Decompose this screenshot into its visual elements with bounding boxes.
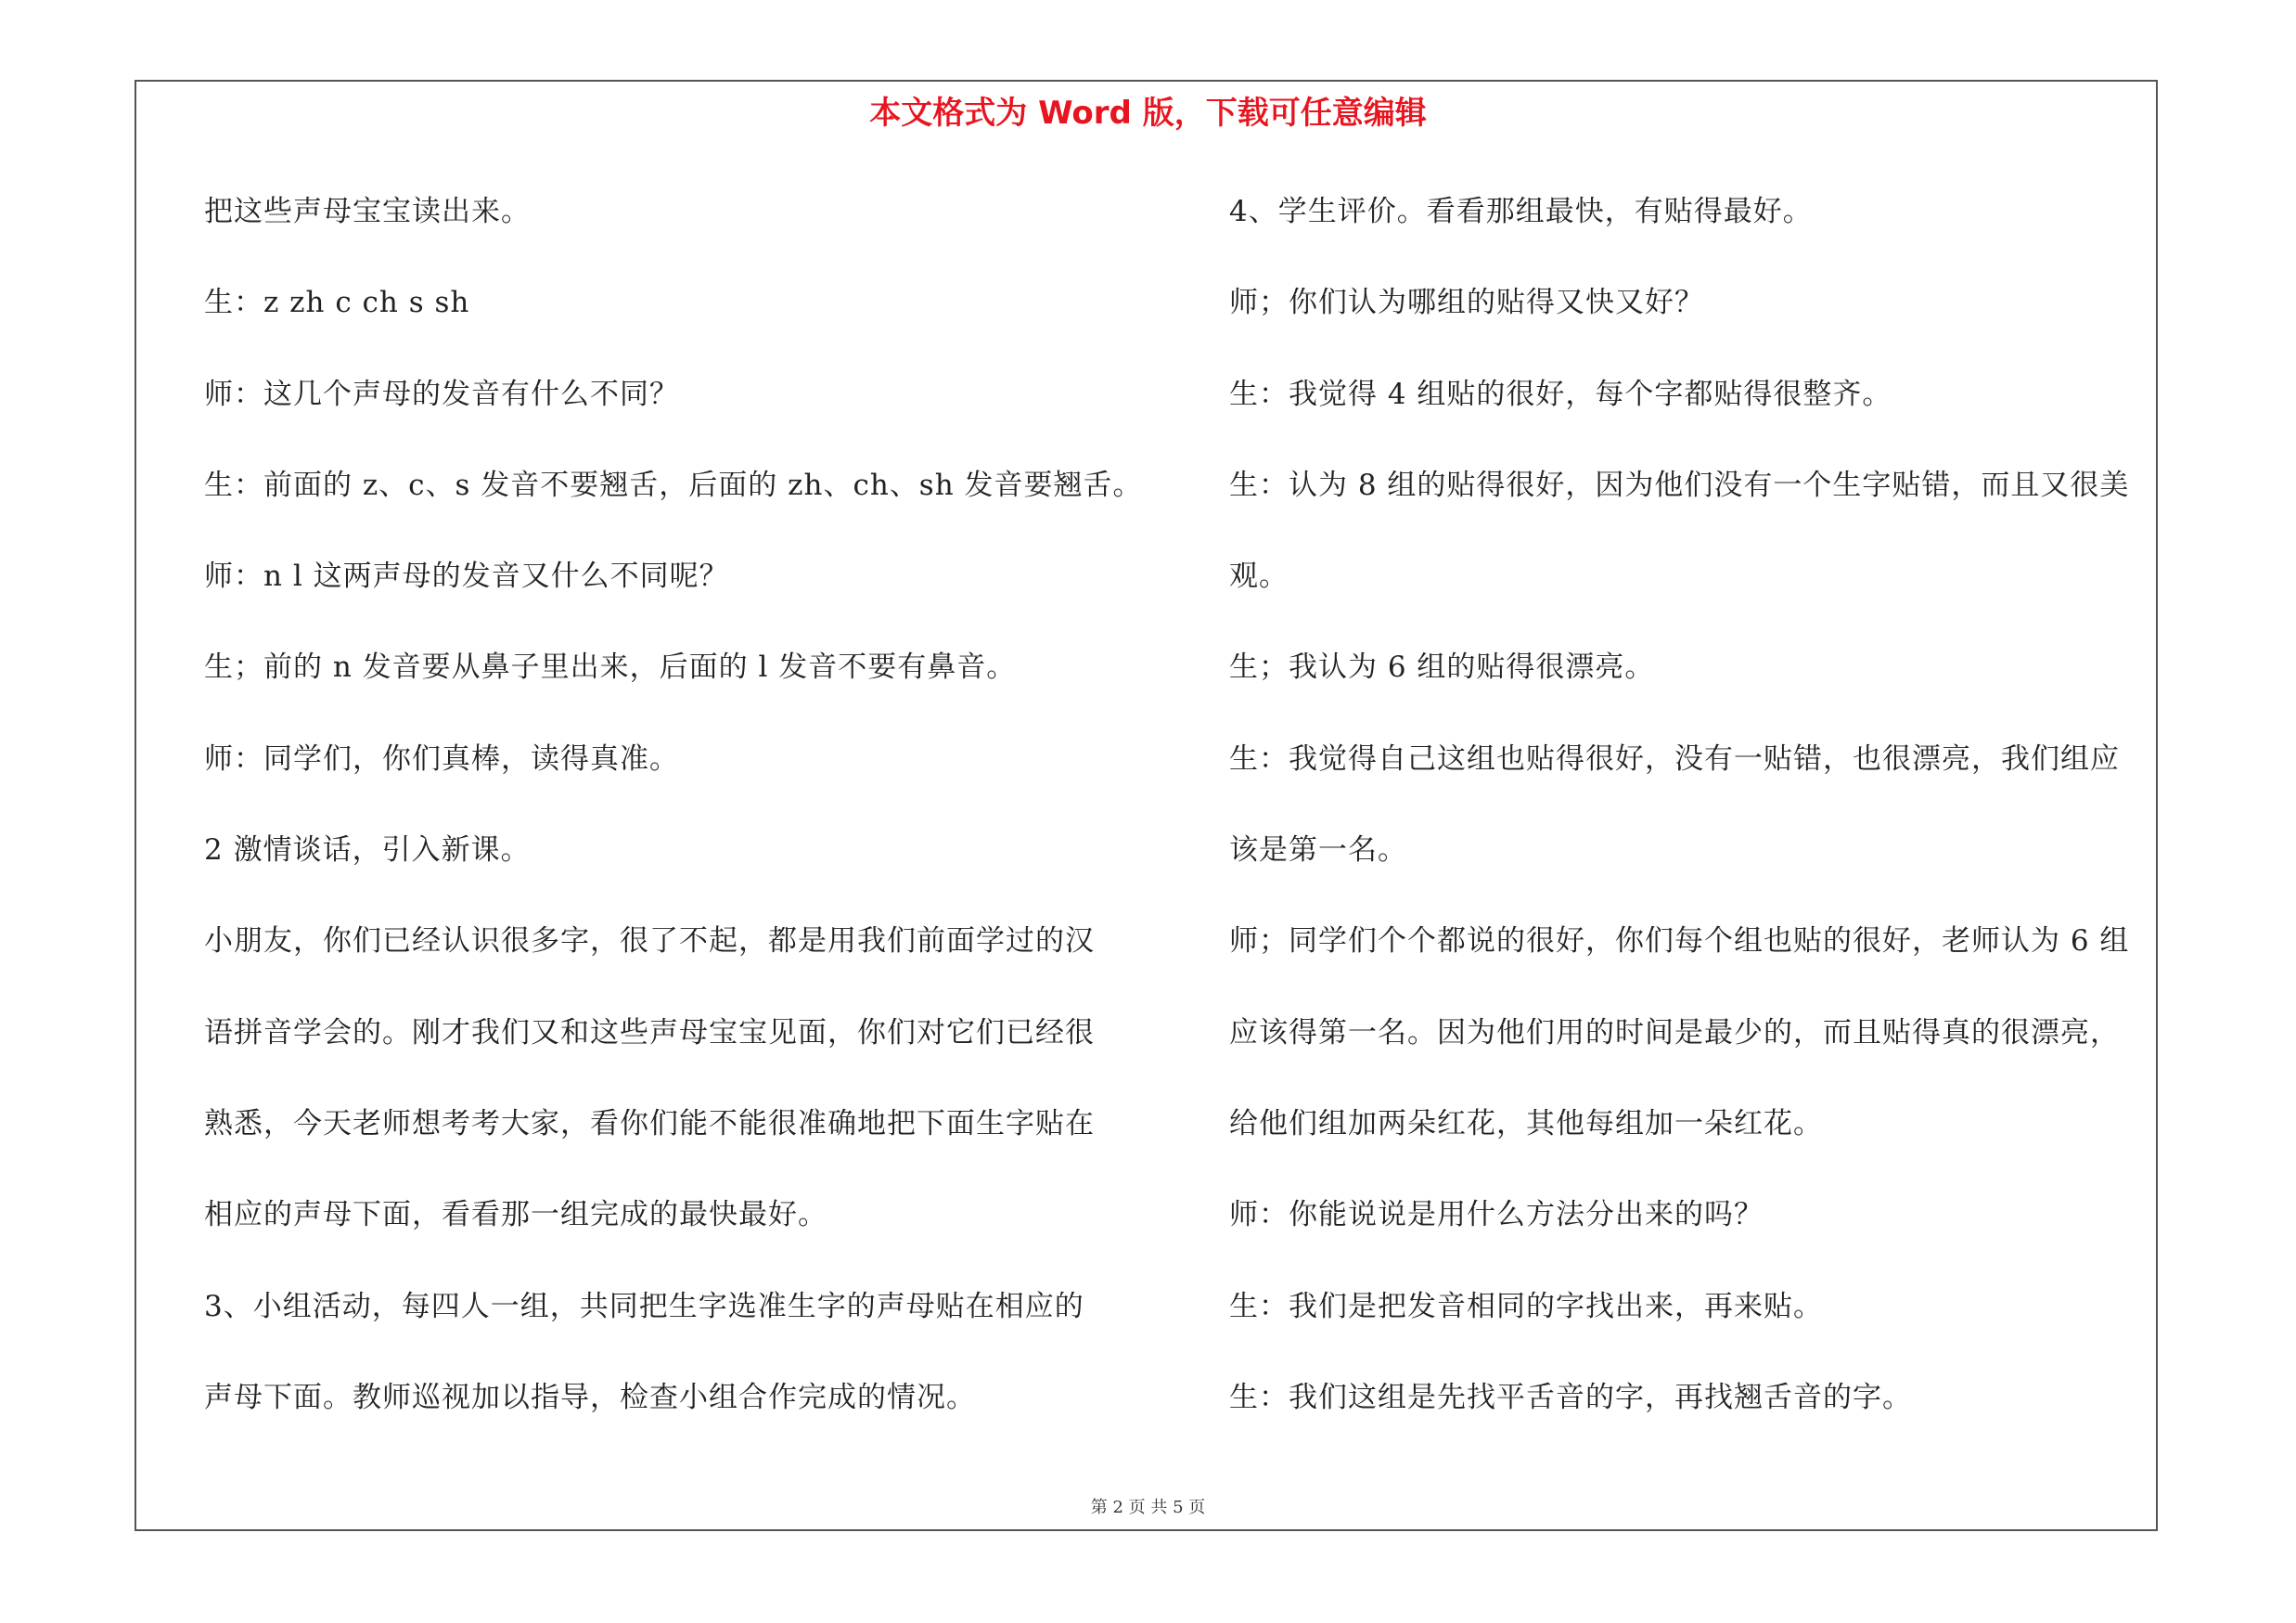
page-header: 本文格式为 Word 版，下载可任意编辑	[869, 95, 1427, 132]
text-line: 2 激情谈话，引入新课。	[204, 833, 531, 868]
page-footer: 第 2 页 共 5 页	[1090, 1498, 1206, 1517]
text-line: 生；前的 n 发音要从鼻子里出来，后面的 l 发音不要有鼻音。	[204, 650, 1017, 685]
text-line: 小朋友，你们已经认识很多字，很了不起，都是用我们前面学过的汉	[204, 924, 1095, 959]
text-line: 观。	[1229, 560, 1289, 594]
text-line: 生：我们是把发音相同的字找出来，再来贴。	[1229, 1289, 1823, 1323]
left-column	[204, 184, 1169, 1461]
text-line: 生：我觉得 4 组贴的很好，每个字都贴得很整齐。	[1229, 377, 1892, 411]
text-line: 生：z zh c ch s sh	[204, 286, 470, 320]
text-line: 3、小组活动，每四人一组，共同把生字选准生字的声母贴在相应的	[204, 1289, 1084, 1323]
text-line: 生：前面的 z、c、s 发音不要翘舌，后面的 zh、ch、sh 发音要翘舌。	[204, 468, 1143, 502]
text-line: 师；同学们个个都说的很好，你们每个组也贴的很好，老师认为 6 组	[1229, 924, 2130, 959]
text-line: 该是第一名。	[1229, 833, 1407, 868]
text-line: 给他们组加两朵红花，其他每组加一朵红花。	[1229, 1106, 1823, 1140]
text-line: 生：我觉得自己这组也贴得很好，没有一贴错，也很漂亮，我们组应	[1229, 741, 2120, 776]
text-line: 师：你能说说是用什么方法分出来的吗？	[1229, 1198, 1764, 1232]
text-line: 生：我们这组是先找平舌音的字，再找翘舌音的字。	[1229, 1380, 1912, 1414]
text-line: 师；你们认为哪组的贴得又快又好？	[1229, 286, 1704, 320]
text-line: 熟悉，今天老师想考考大家，看你们能不能很准确地把下面生字贴在	[204, 1106, 1095, 1140]
text-line: 生：认为 8 组的贴得很好，因为他们没有一个生字贴错，而且又很美	[1229, 468, 2130, 502]
text-line: 声母下面。教师巡视加以指导，检查小组合作完成的情况。	[204, 1380, 976, 1414]
text-line: 把这些声母宝宝读出来。	[204, 195, 531, 228]
text-line: 语拼音学会的。刚才我们又和这些声母宝宝见面，你们对它们已经很	[204, 1015, 1095, 1050]
text-line: 师：n l 这两声母的发音又什么不同呢？	[204, 560, 729, 594]
right-column	[1229, 184, 2175, 1461]
text-line: 师：同学们，你们真棒，读得真准。	[204, 741, 679, 776]
text-line: 4、学生评价。看看那组最快，有贴得最好。	[1229, 195, 1813, 228]
text-line: 相应的声母下面，看看那一组完成的最快最好。	[204, 1198, 827, 1232]
text-line: 应该得第一名。因为他们用的时间是最少的，而且贴得真的很漂亮，	[1229, 1015, 2120, 1050]
text-line: 生；我认为 6 组的贴得很漂亮。	[1229, 650, 1655, 685]
text-line: 师：这几个声母的发音有什么不同？	[204, 377, 679, 411]
